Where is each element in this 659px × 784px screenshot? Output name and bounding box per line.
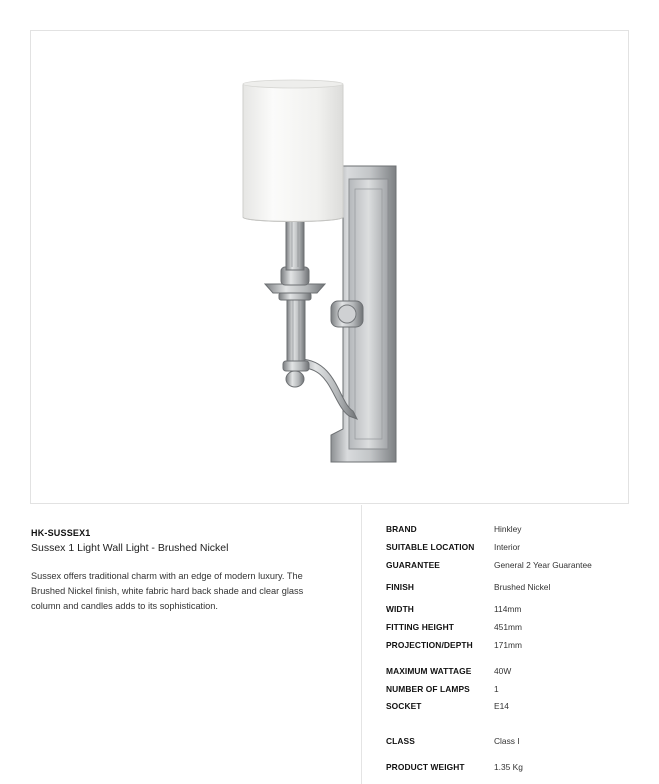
spec-label-location: SUITABLE LOCATION [386, 542, 475, 552]
spec-label-finish: FINISH [386, 582, 415, 592]
mounting-knob [331, 301, 363, 327]
lamp-shade [243, 80, 343, 222]
spec-label-socket: SOCKET [386, 701, 422, 711]
spec-value-weight: 1.35 Kg [494, 762, 523, 772]
spec-value-projection: 171mm [494, 640, 522, 650]
spec-label-projection: PROJECTION/DEPTH [386, 640, 473, 650]
spec-value-wattage: 40W [494, 666, 512, 676]
spec-value-class: Class I [494, 736, 520, 746]
product-sku: HK-SUSSEX1 [31, 528, 91, 538]
spec-value-finish: Brushed Nickel [494, 582, 551, 592]
spec-label-class: CLASS [386, 736, 415, 746]
bobeche [265, 267, 325, 300]
spec-value-brand: Hinkley [494, 524, 522, 534]
product-name: Sussex 1 Light Wall Light - Brushed Nickel [31, 542, 229, 554]
spec-value-socket: E14 [494, 701, 509, 711]
product-image-frame [30, 30, 629, 504]
spec-label-fitting-height: FITTING HEIGHT [386, 622, 454, 632]
spec-label-lamps: NUMBER OF LAMPS [386, 684, 470, 694]
spec-value-fitting-height: 451mm [494, 622, 522, 632]
spec-label-width: WIDTH [386, 604, 414, 614]
spec-label-wattage: MAXIMUM WATTAGE [386, 666, 472, 676]
candle-column [286, 216, 304, 270]
spec-label-weight: PRODUCT WEIGHT [386, 762, 465, 772]
column-divider [361, 505, 362, 784]
spec-value-width: 114mm [494, 604, 522, 614]
spec-value-guarantee: General 2 Year Guarantee [494, 560, 592, 570]
spec-label-brand: BRAND [386, 524, 417, 534]
product-description: Sussex offers traditional charm with an edge of modern luxury. The Brushed Nickel finish, white fabric hard back shade and clear glass column and candles adds to its sophistication. [31, 571, 304, 612]
lower-column [283, 296, 309, 371]
spec-label-guarantee: GUARANTEE [386, 560, 440, 570]
wall-light-illustration [31, 31, 630, 505]
spec-value-lamps: 1 [494, 684, 499, 694]
spec-value-location: Interior [494, 542, 521, 552]
